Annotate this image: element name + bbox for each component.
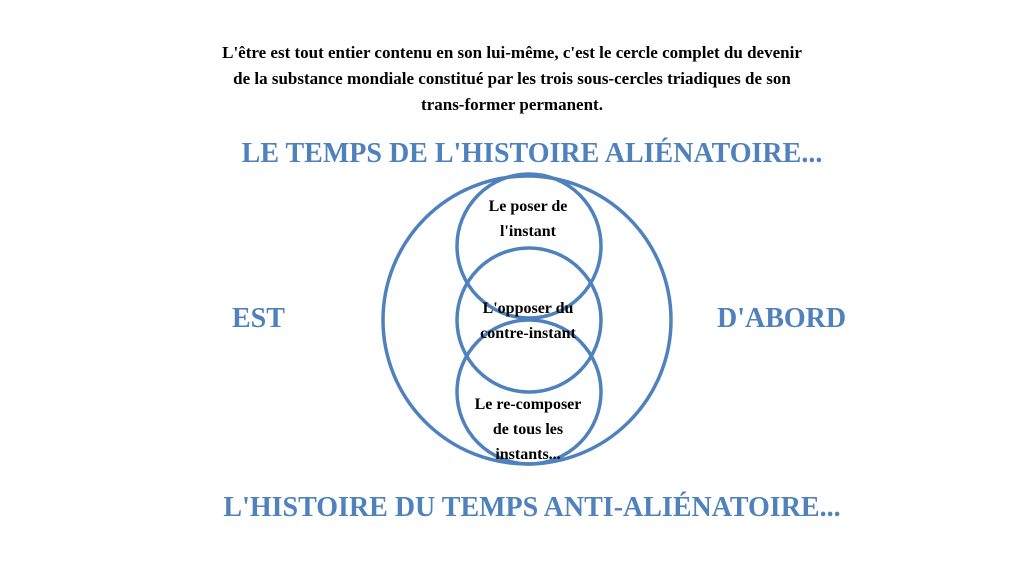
bottom-circle-line-1: Le re-composer	[474, 396, 582, 413]
bottom-circle-label	[453, 392, 603, 467]
intro-line-1: L'être est tout entier contenu en son lui-même, c'est le cercle complet du devenir	[222, 43, 802, 62]
side-word-right: D'ABORD	[717, 303, 847, 334]
top-circle-label	[453, 194, 603, 244]
middle-circle-line-1: L'opposer du	[482, 300, 574, 317]
intro-line-3: trans-former permanent.	[421, 95, 603, 114]
middle-circle-line-2: contre-instant	[480, 325, 576, 342]
middle-circle-label	[453, 296, 603, 346]
heading-bottom: L'HISTOIRE DU TEMPS ANTI-ALIÉNATOIRE...	[223, 492, 841, 523]
bottom-circle-line-3: instants...	[495, 446, 561, 463]
top-circle-line-2: l'instant	[499, 223, 556, 240]
heading-top: LE TEMPS DE L'HISTOIRE ALIÉNATOIRE...	[241, 138, 823, 169]
bottom-circle-line-2: de tous les	[492, 421, 564, 438]
side-word-left: EST	[232, 303, 285, 334]
top-circle-line-1: Le poser de	[488, 198, 568, 215]
intro-line-2: de la substance mondiale constitué par les trois sous-cercles triadiques de son	[233, 69, 791, 88]
